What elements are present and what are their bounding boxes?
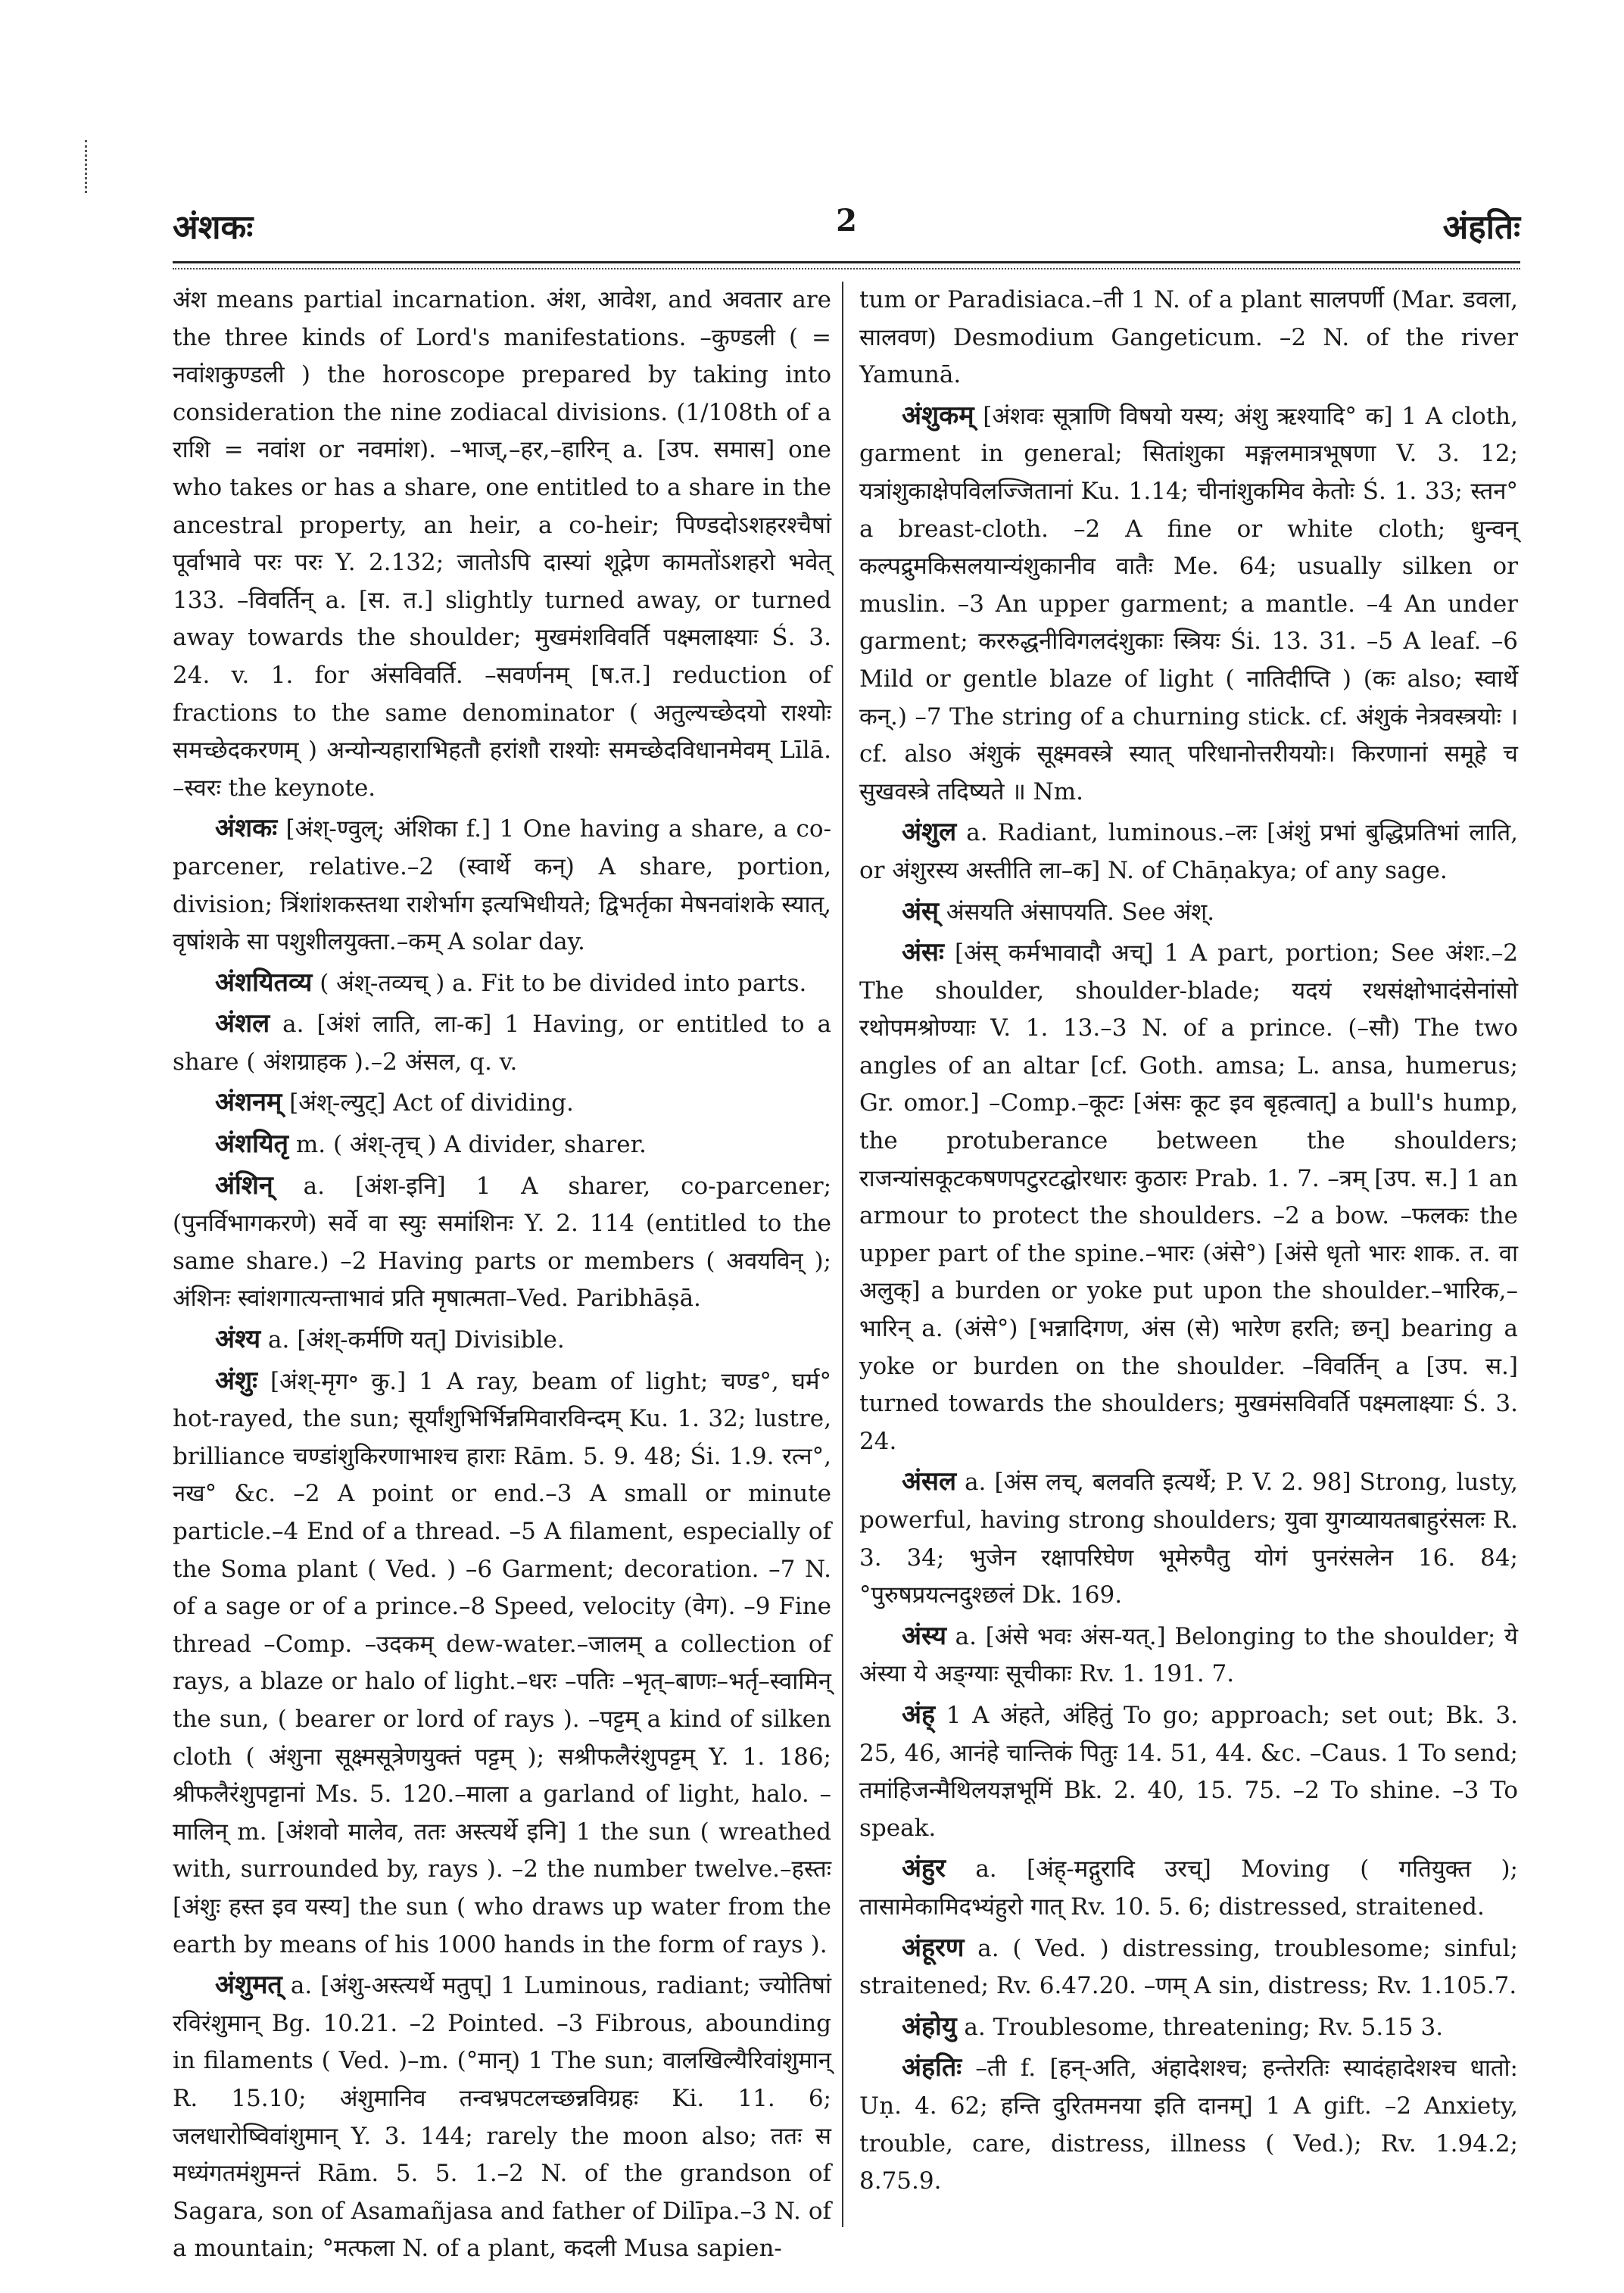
dictionary-entry xyxy=(173,1363,831,1964)
dictionary-entry xyxy=(859,934,1518,1460)
dictionary-entry xyxy=(859,1930,1518,2005)
entry-definition: a. [अंह्-मद्गुरादि उरच्] Moving ( गतियुक्त ); तासामेकामिदभ्यंहुरो गात् Rv. 10. 5. 6; distressed, straitened. xyxy=(859,1855,1518,1921)
dictionary-entry xyxy=(173,1967,831,2268)
dictionary-entry xyxy=(173,1126,831,1164)
entry-definition: a. [अंश-इनि] 1 A sharer, co-parcener; (पुनर्विभागकरणे) सर्वे वा स्युः समांशिनः Y. 2. 114 (entitled to the same share.) –2 Having parts or members ( अवयविन् ); अंशिनः स्वांशगात्यन्ताभावं प्रति मृषात्मता–Ved. Paribhāṣā. xyxy=(173,1172,832,1313)
right-guide-word: अंहतिः xyxy=(1442,208,1520,247)
entry-headword: अंशकः xyxy=(215,813,278,844)
dictionary-entry xyxy=(859,397,1518,812)
entry-definition: a. [अंशं लाति, ला-क] 1 Having, or entitled to a share ( अंशग्राहक ).–2 अंसल, q. v. xyxy=(173,1011,831,1076)
dictionary-entry xyxy=(859,1696,1518,1847)
page-number: 2 xyxy=(836,203,857,238)
header-rule xyxy=(173,261,1520,263)
entry-headword: अंश्य xyxy=(215,1324,261,1355)
dictionary-entry xyxy=(859,2049,1518,2200)
entry-definition: a. [अंसे भवः अंस-यत्.] Belonging to the shoulder; ये अंस्या ये अङ्ग्याः सूचीकाः Rv. 1. 191. 7. xyxy=(859,1622,1518,1688)
entry-definition: m. ( अंश्-तृच् ) A divider, sharer. xyxy=(295,1131,647,1159)
page-header xyxy=(173,203,1520,256)
entry-definition: a. ( Ved. ) distressing, troublesome; sinful; straitened; Rv. 6.47.20. –णम् A sin, distress; Rv. 1.105.7. xyxy=(859,1934,1518,2000)
dictionary-entry xyxy=(173,964,831,1003)
dictionary-entry xyxy=(173,1005,831,1081)
dictionary-entry xyxy=(859,1463,1518,1614)
left-guide-word: अंशकः xyxy=(173,208,254,247)
dictionary-entry xyxy=(859,1850,1518,1926)
entry-definition: [अंश्-मृग॰ कु.] 1 A ray, beam of light; चण्ड°, घर्म° hot-rayed, the sun; सूर्यांशुभिर्भिन्नमिवारविन्दम् Ku. 1. 32; lustre, brilliance चण्डांशुकिरणाभाश्च हाराः Rām. 5. 9. 48; Śi. 1.9. रत्न°, नख° &c. –2 A point or end.–3 A small or minute particle.–4 End of a thread. –5 A filament, especially of the Soma plant ( Ved. ) –6 Garment; decoration. –7 N. of a sage or of a prince.–8 Speed, velocity (वेग). –9 Fine thread –Comp. –उदकम् dew-water.–जालम् a collection of rays, a blaze or halo of light.–धरः –पतिः –भृत्–बाणः–भर्तृ–स्वामिन् the sun, ( bearer or lord of rays ). –पट्टम् a kind of silken cloth ( अंशुना सूक्ष्मसूत्रेणयुक्तं पट्टम् ); सश्रीफलैरंशुपट्टम् Y. 1. 186; श्रीफलैरंशुपट्टानां Ms. 5. 120.–माला a garland of light, halo. –मालिन् m. [अंशवो मालेव, ततः अस्त्यर्थे इनि] 1 the sun ( wreathed with, surrounded by, rays ). –2 the number twelve.–हस्तः [अंशुः हस्त इव यस्य] the sun ( who draws up water from the earth by means of his 1000 hands in the form of rays ). xyxy=(173,1367,831,1958)
scan-margin-mark xyxy=(85,140,92,193)
entry-headword: अंसः xyxy=(902,937,944,968)
entry-definition: a. [अंश्-कर्मणि यत्] Divisible. xyxy=(268,1326,565,1354)
entry-headword: अंशुमत् xyxy=(215,1970,282,2001)
column-divider xyxy=(842,282,843,2227)
dictionary-entry xyxy=(173,282,831,807)
entry-definition: a. Radiant, luminous.–लः [अंशुं प्रभां बुद्धिप्रतिभां लाति, or अंशुरस्य अस्तीति ला–क] N. of Chāṇakya; of any sage. xyxy=(859,819,1518,884)
entry-definition: अंश means partial incarnation. अंश, आवेश, and अवतार are the three kinds of Lord's manifestations. –कुण्डली ( = नवांशकुण्डली ) the horoscope prepared by taking into consideration the nine zodiacal divisions. (1/108th of a राशि = नवांश or नवमांश). –भाज्,–हर,–हारिन् a. [उप. समास] one who takes or has a share, one entitled to a share in the ancestral property, an heir, a co-heir; पिण्डदोऽशहरश्चैषां पूर्वाभावे परः परः Y. 2.132; जातोऽपि दास्यां शूद्रेण कामतोंऽशहरो भवेत् 133. –विवर्तिन् a. [स. त.] slightly turned away, or turned away towards the shoulder; मुखमंशविवर्ति पक्ष्मलाक्ष्याः Ś. 3. 24. v. 1. for अंसविवर्ति. –सवर्णनम् [ष.त.] reduction of fractions to the same denominator ( अतुल्यच्छेदयो राश्योः समच्छेदकरणम् ) अन्योन्यहाराभिहतौ हरांशौ राश्योः समच्छेदविधानमेवम् Līlā. –स्वरः the keynote. xyxy=(173,286,831,802)
entry-definition: अंसयति अंसापयति. See अंश्. xyxy=(946,898,1215,926)
dictionary-entry xyxy=(173,810,831,961)
entry-headword: अंहतिः xyxy=(902,2052,962,2083)
entry-definition: a. Troublesome, threatening; Rv. 5.15 3. xyxy=(964,2013,1444,2041)
entry-definition: [अंशवः सूत्राणि विषयो यस्य; अंशु ऋश्यादि° क] 1 A cloth, garment in general; सितांशुका मङ्गलमात्रभूषणा V. 3. 12; यत्रांशुकाक्षेपविलज्जितानां Ku. 1.14; चीनांशुकमिव केतोः Ś. 1. 33; स्तन° a breast-cloth. –2 A fine or white cloth; धुन्वन् कल्पद्रुमकिसलयान्यंशुकानीव वातैः Me. 64; usually silken or muslin. –3 An upper garment; a mantle. –4 An under garment; कररुद्धनीविगलदंशुकाः स्त्रियः Śi. 13. 31. –5 A leaf. –6 Mild or gentle blaze of light ( नातिदीप्ति ) (कः also; स्वार्थे कन्.) –7 The string of a churning stick. cf. अंशुकं नेत्रवस्त्रयोः । cf. also अंशुकं सूक्ष्मवस्त्रे स्यात् परिधानोत्तरीययोः। किरणानां समूहे च सुखवस्त्रे तदिष्यते ॥ Nm. xyxy=(859,402,1518,805)
entry-definition: [अंश्-ल्युट्] Act of dividing. xyxy=(289,1089,574,1117)
right-column xyxy=(859,282,1518,2242)
entry-headword: अंसल xyxy=(902,1466,957,1497)
dictionary-entry xyxy=(173,1084,831,1123)
entry-headword: अंहुर xyxy=(902,1853,946,1884)
entry-headword: अंशुः xyxy=(215,1365,257,1396)
entry-definition: [अंश्-ण्वुल्; अंशिका f.] 1 One having a share, a co-parcener, relative.–2 (स्वार्थे कन्) A share, portion, division; त्रिंशांशकस्तथा राशेर्भाग इत्यभिधीयते; द्विभर्तृका मेषनवांशके स्यात्, वृषांशके सा पशुशीलयुक्ता.–कम् A solar day. xyxy=(173,815,831,956)
entry-headword: अंहूरण xyxy=(902,1932,965,1963)
dictionary-entry xyxy=(859,1618,1518,1693)
entry-definition: ( अंश्-तव्यच् ) a. Fit to be divided into parts. xyxy=(320,969,807,997)
entry-headword: अंशल xyxy=(215,1008,270,1039)
entry-definition: –ती f. [हन्-अति, अंहादेशश्च; हन्तेरतिः स्यादंहादेशश्च धातो: Uṇ. 4. 62; हन्ति दुरितमनया इति दानम्] 1 A gift. –2 Anxiety, trouble, care, distress, illness ( Ved.); Rv. 1.94.2; 8.75.9. xyxy=(859,2055,1519,2195)
dictionary-entry xyxy=(859,282,1518,394)
header-dotted-rule xyxy=(173,268,1520,269)
entry-definition: a. [अंशु-अस्त्यर्थे मतुप्] 1 Luminous, radiant; ज्योतिषां रविरंशुमान् Bg. 10.21. –2 Pointed. –3 Fibrous, abounding in filaments ( Ved. )–m. (°मान्) 1 The sun; वालखिल्यैरिवांशुमान् R. 15.10; अंशुमानिव तन्वभ्रपटलच्छन्नविग्रहः Ki. 11. 6; जलधारोष्विवांशुमान् Y. 3. 144; rarely the moon also; ततः स मध्यंगतमंशुमन्तं Rām. 5. 5. 1.–2 N. of the grandson of Sagara, son of Asamañjasa and father of Dilīpa.–3 N. of a mountain; °मत्फला N. of a plant, कदली Musa sapien- xyxy=(173,1972,832,2263)
dictionary-entry xyxy=(173,1321,831,1360)
entry-headword: अंशुकम् xyxy=(902,400,974,431)
entry-headword: अंहोयु xyxy=(902,2011,957,2042)
dictionary-entry xyxy=(173,1167,831,1318)
left-column xyxy=(173,282,832,2263)
dictionary-entry xyxy=(859,2008,1518,2047)
entry-headword: अंशयितृ xyxy=(215,1129,289,1160)
entry-headword: अंशुल xyxy=(902,817,957,848)
entry-headword: अंशिन् xyxy=(215,1170,273,1201)
entry-definition: 1 A अंहते, अंहितुं To go; approach; set out; Bk. 3. 25, 46, आनंहे चान्तिकं पितुः 14. 51, 44. &c. –Caus. 1 To send; तमांहिजन्मैथिलयज्ञभूमिं Bk. 2. 40, 15. 75. –2 To shine. –3 To speak. xyxy=(859,1701,1518,1842)
entry-definition: [अंस् कर्मभावादौ अच्] 1 A part, portion; See अंशः.–2 The shoulder, shoulder-blade; यदयं रथसंक्षोभादंसेनांसो रथोपमश्रोण्याः V. 1. 13.–3 N. of a prince. (–सौ) The two angles of an altar [cf. Goth. amsa; L. ansa, humerus; Gr. omor.] –Comp.–कूटः [अंसः कूट इव बृहत्वात्] a bull's hump, the protuberance between the shoulders; राजन्यांसकूटकषणपटुरटद्घोरधारः कुठारः Prab. 1. 7. –त्रम् [उप. स.] 1 an armour to protect the shoulders. –2 a bow. –फलकः the upper part of the spine.–भारः (अंसे°) [अंसे धृतो भारः शाक. त. वा अलुक्] a burden or yoke put upon the shoulder.–भारिक,–भारिन् a. (अंसे°) [भन्नादिगण, अंस (से) भारेण हरति; छन्] bearing a yoke or burden on the shoulder. –विवर्तिन् a [उप. स.] turned towards the shoulders; मुखमंसविवर्ति पक्ष्मलाक्ष्याः Ś. 3. 24. xyxy=(859,939,1518,1455)
dictionary-entry xyxy=(859,893,1518,932)
entry-headword: अंस्य xyxy=(902,1620,946,1651)
entry-headword: अंह् xyxy=(902,1699,936,1730)
entry-definition: tum or Paradisiaca.–ती 1 N. of a plant सालपर्णी (Mar. डवला, सालवण) Desmodium Gangeticum. –2 N. of the river Yamunā. xyxy=(859,286,1518,389)
entry-headword: अंस् xyxy=(902,896,939,927)
entry-headword: अंशयितव्य xyxy=(215,967,313,998)
dictionary-entry xyxy=(859,814,1518,889)
entry-headword: अंशनम् xyxy=(215,1087,282,1118)
entry-definition: a. [अंस लच्, बलवति इत्यर्थे; P. V. 2. 98] Strong, lusty, powerful, having strong shoulders; युवा युगव्यायतबाहुरंसलः R. 3. 34; भुजेन रक्षापरिघेण भूमेरुपैतु योगं पुनरंसलेन 16. 84; °पुरुषप्रयत्नदुश्छलं Dk. 169. xyxy=(859,1469,1518,1609)
